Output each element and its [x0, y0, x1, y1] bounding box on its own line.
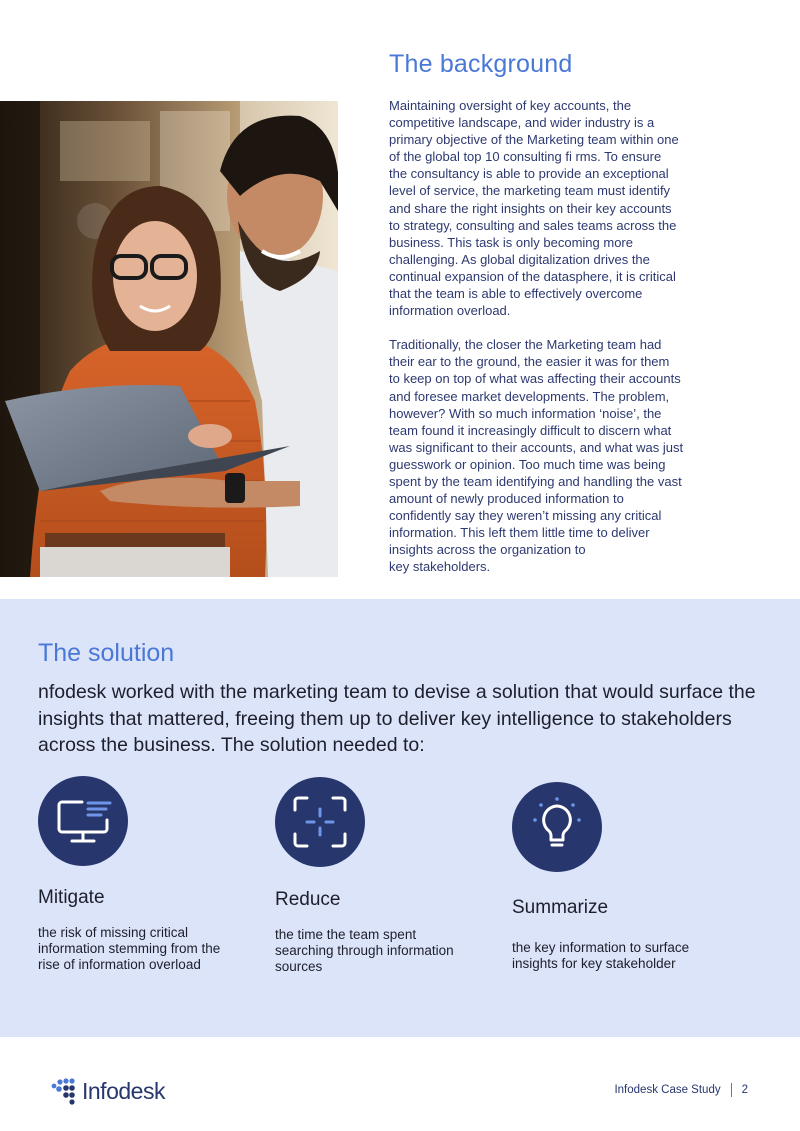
footer-divider: [731, 1083, 732, 1097]
reduce-title: Reduce: [275, 889, 341, 910]
monitor-icon: [38, 776, 128, 866]
background-body: [389, 97, 729, 576]
background-paragraph-1: Maintaining oversight of key accounts, the competitive landscape, and wider industry is a primary objective of the Marketing team within one of the global top 10 consulting fi rms. To ensure the consultancy is able to provide an exceptional level of service, the marketing team must identify and share the right insights on their key accounts to strategy, consulting and sales teams across the business. This task is only becoming more challenging. As global digitalization drives the continual expansion of the datasphere, it is critical that the team is able to effectively overcome information overload.: [389, 98, 679, 319]
lightbulb-icon: [512, 782, 602, 872]
solution-section: [0, 599, 800, 1037]
mitigate-text: the risk of missing critical information stemming from the rise of information overload: [38, 925, 221, 973]
infodesk-logo-mark-icon: [50, 1077, 78, 1105]
reduce-text: the time the team spent searching through information sources: [275, 927, 454, 975]
mitigate-title: Mitigate: [38, 887, 105, 908]
team-photo: [0, 101, 338, 577]
infodesk-logo: [50, 1076, 165, 1106]
focus-frame-icon: [275, 777, 365, 867]
solution-heading: The solution: [38, 639, 175, 667]
solution-intro: nfodesk worked with the marketing team to devise a solution that would surface the insights that mattered, freeing them up to deliver key intelligence to stakeholders across the business. The solution needed to:: [38, 681, 756, 756]
page-number: 2: [741, 1084, 748, 1096]
background-heading: The background: [389, 50, 573, 78]
background-paragraph-2: Traditionally, the closer the Marketing team had their ear to the ground, the easier it was for them to keep on top of what was affecting their accounts and foresee market developments. The problem, however? With so much information ‘noise’, the team found it increasingly difficult to discern what was significant to their accounts, and what was just guesswork or opinion. Too much time was being spent by the team identifying and handling the vast amount of newly produced information to confidently say they weren’t missing any critical information. This left them little time to deliver insights across the organization to key stakeholders.: [389, 337, 684, 575]
doc-label: Infodesk Case Study: [614, 1084, 721, 1096]
summarize-text: the key information to surface insights for key stakeholder: [512, 940, 690, 972]
footer-meta: [614, 1083, 748, 1097]
summarize-title: Summarize: [512, 897, 609, 918]
logo-wordmark: Infodesk: [82, 1077, 165, 1104]
